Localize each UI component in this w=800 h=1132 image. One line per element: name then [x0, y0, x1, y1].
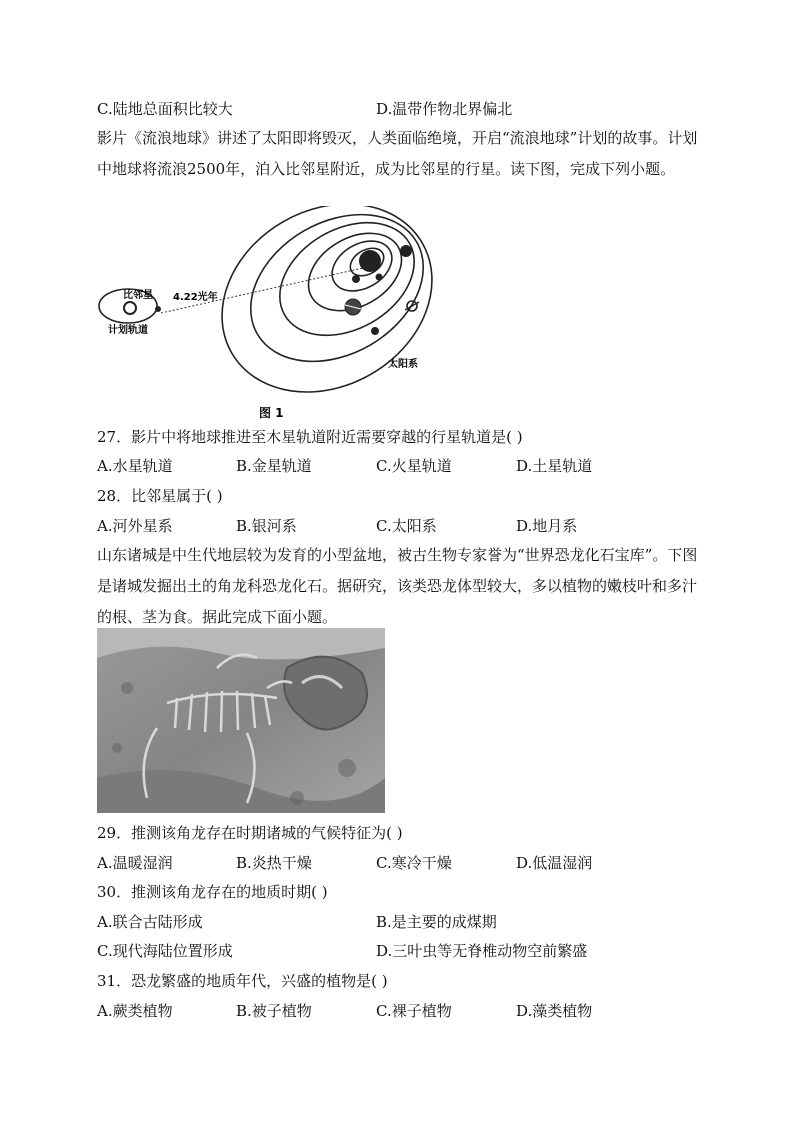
q29-option-b: B.炎热干燥 — [236, 854, 312, 872]
q27-option-a: A.水星轨道 — [97, 457, 173, 475]
q30-option-c: C.现代海陆位置形成 — [97, 942, 233, 960]
q31-option-c: C.裸子植物 — [376, 1002, 452, 1020]
q30-option-b: B.是主要的成煤期 — [376, 913, 497, 931]
q29-stem: 29．推测该角龙存在时期诸城的气候特征为( ) — [97, 824, 403, 842]
q28-option-a: A.河外星系 — [97, 517, 173, 535]
q28-option-b: B.银河系 — [236, 517, 297, 535]
q26-option-d: D.温带作物北界偏北 — [376, 100, 513, 118]
q27-stem: 27．影片中将地球推进至木星轨道附近需要穿越的行星轨道是( ) — [97, 428, 523, 446]
distance-label: 4.22光年 — [173, 292, 218, 303]
q26-option-c: C.陆地总面积比较大 — [97, 100, 233, 118]
q31-option-a: A.蕨类植物 — [97, 1002, 173, 1020]
q29-option-c: C.寒冷干燥 — [376, 854, 452, 872]
proxima-star-icon — [124, 302, 136, 314]
q28-stem: 28．比邻星属于( ) — [97, 487, 223, 505]
passage-dinosaur: 山东诸城是中生代地层较为发育的小型盆地，被古生物专家誉为“世界恐龙化石宝库”。下图是诸城发掘出土的角龙科恐龙化石。据研究，该类恐龙体型较大，多以植物的嫩枝叶和多汁的根、茎为食。据此完成下面小题。 — [97, 546, 698, 626]
q27-option-b: B.金星轨道 — [236, 457, 312, 475]
q28-option-d: D.地月系 — [516, 517, 578, 535]
planet-icon — [400, 245, 412, 257]
solar-system-label: 太阳系 — [388, 359, 418, 370]
q27-option-d: D.土星轨道 — [516, 457, 593, 475]
solar-system-figure — [95, 206, 440, 421]
q29-option-a: A.温暖湿润 — [97, 854, 173, 872]
q31-option-b: B.被子植物 — [236, 1002, 312, 1020]
orbit-label: 计划轨道 — [108, 325, 148, 336]
dinosaur-fossil-photo — [97, 628, 385, 813]
q30-option-a: A.联合古陆形成 — [97, 913, 203, 931]
q29-option-d: D.低温湿润 — [516, 854, 593, 872]
q31-option-d: D.藻类植物 — [516, 1002, 593, 1020]
sun-icon — [359, 250, 381, 272]
q31-stem: 31．恐龙繁盛的地质年代，兴盛的植物是( ) — [97, 972, 388, 990]
figure-caption: 图 1 — [259, 406, 284, 420]
q30-stem: 30．推测该角龙存在的地质时期( ) — [97, 883, 328, 901]
q30-option-d: D.三叶虫等无脊椎动物空前繁盛 — [376, 942, 588, 960]
q28-option-c: C.太阳系 — [376, 517, 437, 535]
passage-wandering-earth: 影片《流浪地球》讲述了太阳即将毁灭，人类面临绝境，开启“流浪地球”计划的故事。计划中地球将流浪2500年，泊入比邻星附近，成为比邻星的行星。读下图，完成下列小题。 — [97, 129, 698, 178]
proxima-label: 比邻星 — [123, 290, 153, 301]
q27-option-c: C.火星轨道 — [376, 457, 452, 475]
